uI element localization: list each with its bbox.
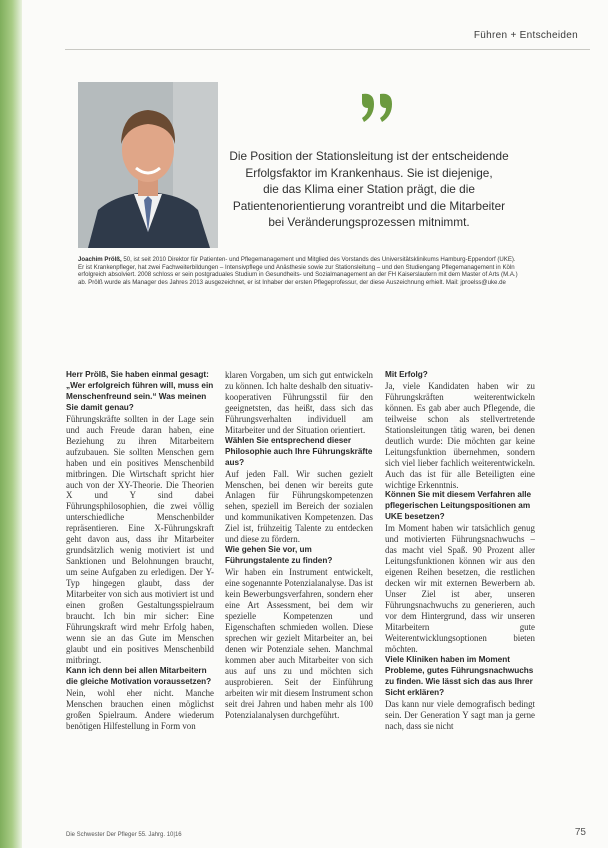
column-3 [385, 370, 535, 731]
footer-source: Die Schwester Der Pfleger 55. Jahrg. 10|16 [66, 832, 182, 838]
interview-question: Können Sie mit diesem Verfahren alle pflegerischen Leitungspositionen am UKE besetzen? [385, 490, 532, 522]
interview-answer: Führungskräfte sollten in der Lage sein und auch Freude daran haben, eine Beziehung zu ihren Mitarbeitern aufzubauen. Sie sollten Menschen gern haben und ein positives Menschenbild mitbringen. Die Wirtschaft spricht hier auch von der XY-Theorie. Die Theorien X und Y sind dabei Führungsphilosophien, die zwei völlig unterschiedliche Menschenbilder repräsentieren. Eine X-Führungskraft geht davon aus, dass ihr Mitarbeiter grundsätzlich wenig motiviert ist und Sanktionen und Belohnungen braucht, um seine Aufgaben zu erledigen. Der Y-Typ hingegen glaubt, dass der Mitarbeiter von sich aus motiviert ist und einen großen Gestaltungsspielraum braucht. Ich bin mir sicher: Eine Führungskraft wird mehr Erfolg haben, wenn sie an das Gute im Menschen glaubt und ein positives Menschenbild mitbringt. [66, 413, 214, 665]
interview-answer: Wir haben ein Instrument entwickelt, eine sogenannte Potenzialanalyse. Das ist kein Bewerbungsverfahren, sondern eher eine Art Assessment, bei dem wir spezielle Kompetenzen und Eigenschaften schmieden wollen. Diese sprechen wir gezielt Mitarbeiter an, bei denen wir Potenziale sehen. Manchmal kommen aber auch Mitarbeiter von sich aus auf uns zu und möchten sich ausprobieren. Seit der Einführung arbeiten wir mit diesem Instrument schon seit drei Jahren und haben mehr als 100 Potenzialanalysen durchgeführt. [225, 567, 373, 720]
author-bio [78, 256, 518, 287]
interview-answer: Ja, viele Kandidaten haben wir zu Führungskräften weiterentwickeln können. Es gab aber auch Pflegende, die teilweise schon als stellvertretende Stationsleitungen tätig waren, bei denen deutlich wurde: Die möchten gar keine Leitungsfunktion übernehmen, sondern sich viel lieber fachlich weiterentwickeln. Auch das ist für alle Beteiligten eine wichtige Erkenntnis. [385, 380, 535, 490]
interview-answer: Das kann nur viele demografisch bedingt sein. Der Generation Y sagt man ja gerne nach, dass sie nicht [385, 698, 535, 731]
quote-mark-icon [358, 88, 398, 136]
column-1 [66, 370, 214, 731]
green-page-edge [0, 0, 22, 848]
interview-answer: klaren Vorgaben, um sich gut entwickeln zu können. Ich halte deshalb den situativ-kooperativen Führungsstil für den geeignetsten, das heißt, dass sich das Führungsverhalten individuell am Mitarbeiter und der Situation orientiert. [225, 370, 373, 435]
interview-answer: Auf jeden Fall. Wir suchen gezielt Menschen, bei denen wir bereits gute Anlagen für Führungskompetenzen sehen, speziell im Bereich der sozialen und kommunikativen Kompetenzen. Das Ziel ist, frühzeitig Talente zu entdecken und diese zu fördern. [225, 468, 373, 545]
pull-quote-line: die das Klima einer Station prägt, die die [263, 182, 475, 197]
interview-question: Herr Prölß, Sie haben einmal gesagt: „Wer erfolgreich führen will, muss ein Menschenfreund sein.“ Was meinen Sie damit genau? [66, 370, 214, 412]
page-number: 75 [574, 827, 586, 838]
interview-question: Viele Kliniken haben im Moment Probleme, gutes Führungsnachwuchs zu finden. Wie lässt sich das aus Ihrer Sicht erklären? [385, 654, 534, 697]
pull-quote-line: bei Veränderungsprozessen mitnimmt. [268, 215, 470, 230]
portrait-illustration [78, 82, 218, 248]
interview-question: Mit Erfolg? [385, 370, 428, 379]
pull-quote [224, 148, 514, 231]
header-rule [65, 49, 590, 50]
pull-quote-line: Die Position der Stationsleitung ist der entscheidende [229, 149, 509, 163]
portrait-photo [78, 82, 218, 248]
section-header: Führen + Entscheiden [473, 30, 578, 41]
pull-quote-line: Erfolgsfaktor im Krankenhaus. Sie ist diejenige, [245, 165, 493, 180]
column-2 [225, 370, 373, 721]
interview-answer: Nein, wohl eher nicht. Manche Menschen brauchen einen möglichst großen Spielraum. Andere wiederum benötigen Hilfestellung in Form von [66, 687, 214, 731]
bio-text: 50, ist seit 2010 Direktor für Patienten- und Pflegemanagement und Mitglied des Vorstands des Universitätsklinikums Hamburg-Eppendorf (UKE). Er ist Krankenpfleger, hat zwei Fachweiterbildungen – Intensivpflege und Anästhesie sowie zur Stationsleitung – und den Studiengang Pflegemanagement in Köln erfolgreich absolviert. 2008 schloss er sein postgraduales Studium in Gesundheits- und Sozialmanagement an der FH Kaiserslautern mit dem Master of Arts (M.A.) ab. Prölß wurde als Manager des Jahres 2013 ausgezeichnet, er ist Inhaber der ersten Pflegeprofessur, der diese Auszeichnung erhielt. Mail: jproelss@uke.de [78, 256, 518, 287]
bio-name: Joachim Prölß, [78, 256, 122, 263]
interview-question: Wählen Sie entsprechend dieser Philosophie auch Ihre Führungskräfte aus? [225, 435, 373, 467]
pull-quote-line: Patientenorientierung vorantreibt und die Mitarbeiter [232, 198, 506, 213]
interview-question: Kann ich denn bei allen Mitarbeitern die gleiche Motivation voraussetzen? [66, 665, 212, 686]
interview-answer: Im Moment haben wir tatsächlich genug und motivierten Führungsnachwuchs – das macht viel Spaß. 90 Prozent aller Leitungsfunktionen können wir aus den eigenen Reihen besetzen, die restlichen decken wir mit externen Bewerbern ab. Unser Ziel ist aber, unseren Führungsnachwuchs zu generieren, auch vor dem Hintergrund, dass wir unseren Mitarbeitern gute Weiterentwicklungsoptionen bieten möchten. [385, 523, 535, 654]
interview-question: Wie gehen Sie vor, um Führungstalente zu finden? [225, 545, 333, 566]
